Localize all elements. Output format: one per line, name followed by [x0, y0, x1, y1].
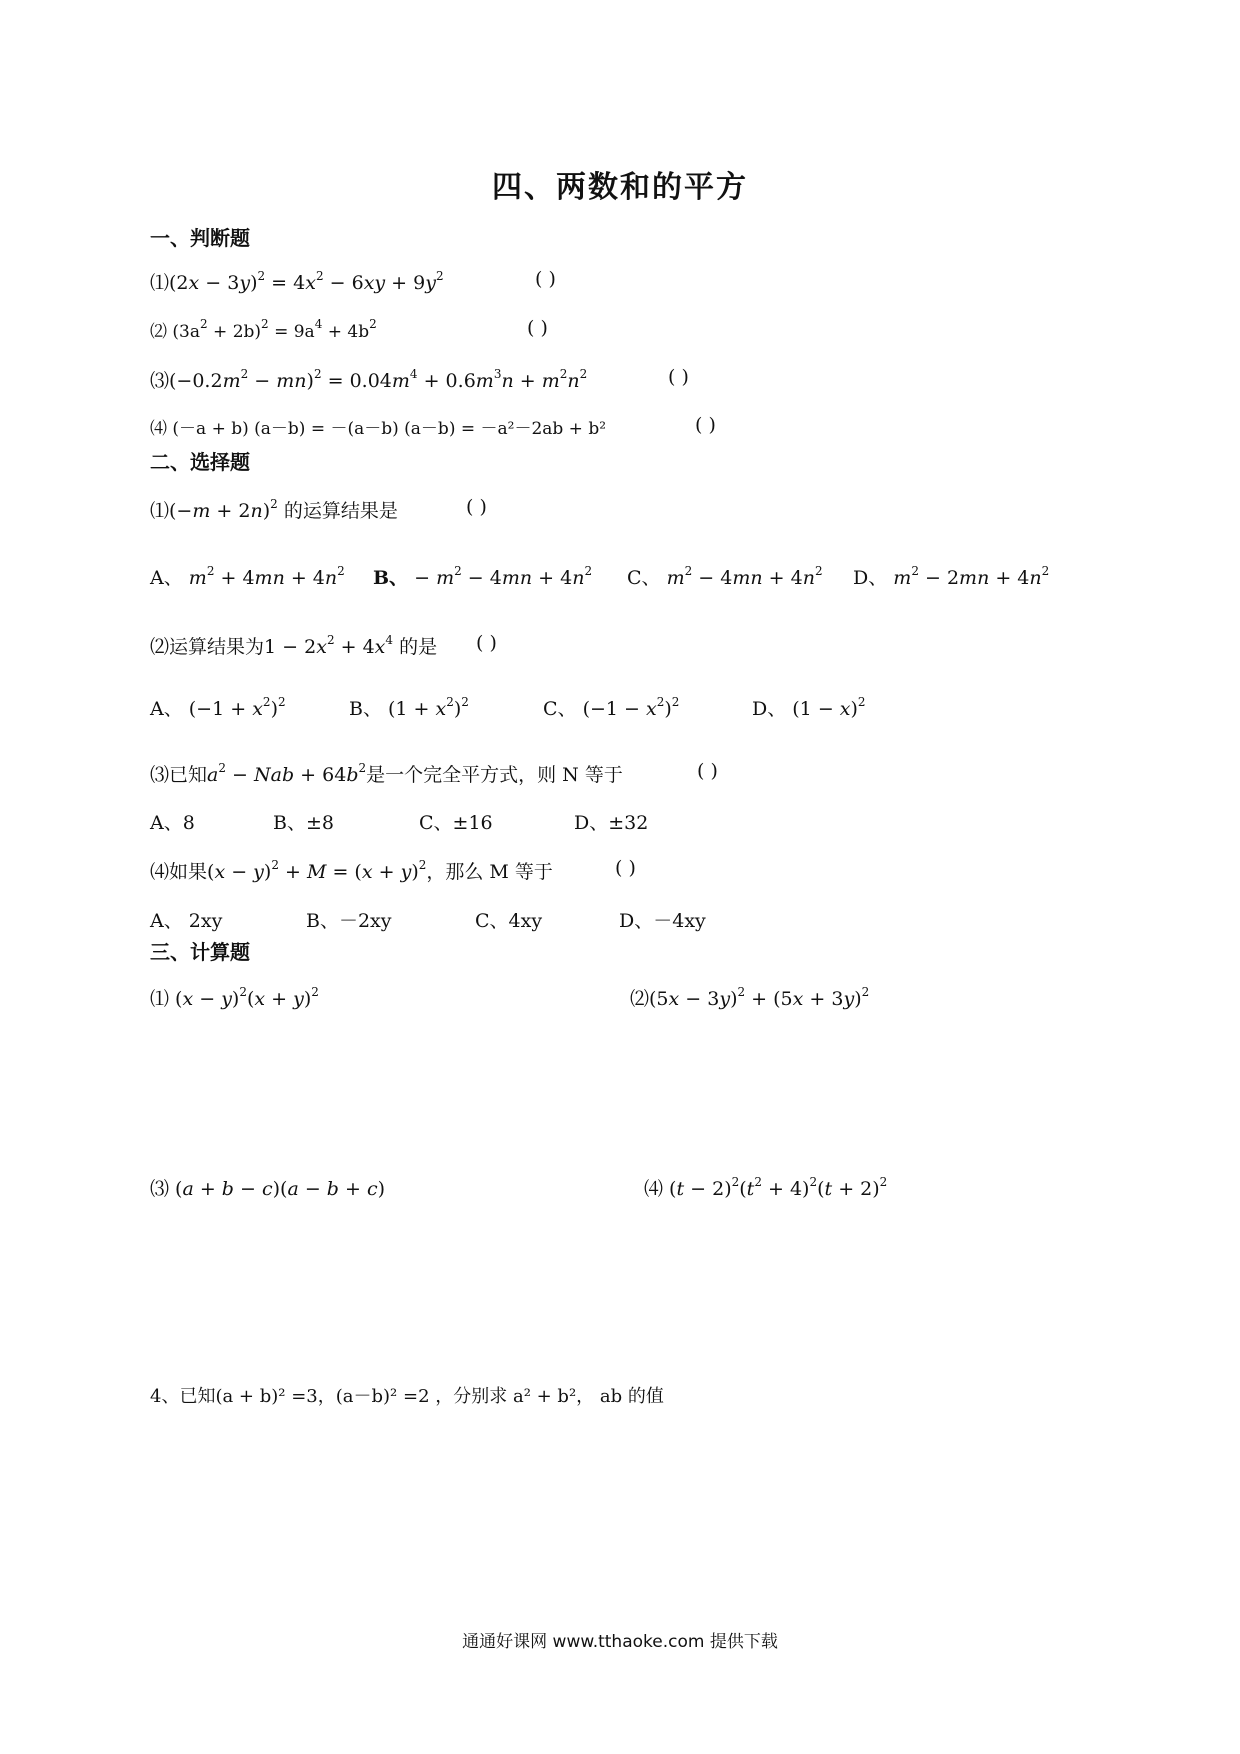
answer-blank: ( ) [535, 268, 556, 290]
section-heading-choice: 二、选择题 [150, 450, 250, 474]
question-text: 的运算结果是 [283, 500, 398, 522]
item-number: ⑵ [150, 636, 170, 658]
question-text: 如果 [169, 861, 208, 883]
answer-blank: ( ) [527, 317, 548, 339]
choice-option-b: B、±8 [273, 812, 334, 834]
answer-blank: ( ) [466, 496, 487, 518]
item-number: ⑶ [150, 370, 170, 392]
answer-blank: ( ) [615, 857, 636, 879]
choice-option-a: A、 2xy [150, 910, 223, 932]
choice-option-d: D、 $(1 - x)^2$ [752, 695, 866, 720]
question-text: 已知 [169, 764, 208, 786]
expression: $a^2$ − Nab + $64b^2$ [207, 761, 367, 786]
item-number: ⑷ [150, 861, 170, 883]
footer-text: 通通好课网 www.tthaoke.com 提供下载 [462, 1632, 778, 1652]
choice-question-2 [150, 632, 437, 659]
item-number: ⑴ [150, 272, 170, 294]
option-a-label: A、 [150, 567, 183, 589]
item-number: ⑶ [150, 764, 170, 786]
equation: $(-0.2m^2 - mn)^2 = 0.04m^4 + 0.6m^3n + m^2n^2$ [169, 367, 588, 392]
answer-blank: ( ) [668, 366, 689, 388]
option-b-label: B、 [373, 567, 409, 589]
question-text: 的是 [399, 636, 438, 658]
choice-question-3 [150, 760, 623, 787]
option-c-label: C、 [627, 567, 661, 589]
choice-option-c: C、±16 [419, 812, 493, 834]
choice-option-c: C、4xy [475, 910, 543, 932]
judgement-item-3 [150, 366, 587, 393]
calc-item-2: ⑵(5x − $3y)^2 + (5x + 3y)^2$ [630, 985, 870, 1010]
page-title: 四、两数和的平方 [492, 170, 748, 205]
option-d-label: D、 [752, 698, 787, 720]
choice-option-b: B、 − $m^2 - 4mn + 4n^2$ [373, 564, 593, 589]
choice-option-c: C、 $m^2 - 4mn + 4n^2$ [627, 564, 823, 589]
answer-blank: ( ) [476, 632, 497, 654]
question-text: 是一个完全平方式，则 N 等于 [366, 764, 623, 786]
option-d-label: D、 [853, 567, 888, 589]
equation: $(3a^2 + 2b)^2 = 9a^4 + 4b^2$ [172, 317, 377, 342]
choice-question-1 [150, 496, 398, 523]
option-c-label: C、 [543, 698, 577, 720]
choice-options-1: A、 $m^2 + 4mn + 4n^2$ [150, 564, 345, 589]
choice-option-d: D、±32 [574, 812, 649, 834]
choice-option-a: A、 $(-1 + x^2)^2$ [150, 695, 286, 720]
item-number: ⑷ [150, 419, 167, 439]
section-heading-judgement: 一、判断题 [150, 226, 250, 250]
choice-option-b: B、－2xy [306, 910, 392, 932]
choice-option-c: C、 $(-1 - x^2)^2$ [543, 695, 680, 720]
question-text: 运算结果为 [169, 636, 265, 658]
choice-option-a: A、8 [150, 812, 195, 834]
item-number: ⑵ [630, 988, 650, 1010]
item-number: ⑵ [150, 322, 167, 342]
item-number: ⑶ [150, 1178, 170, 1200]
option-b-label: B、 [349, 698, 382, 720]
calc-item-1: ⑴ $(x - y)^2(x + y)^2$ [150, 985, 319, 1010]
calc-question-4: 4、已知(a + b)² =3，(a－b)² =2 ，分别求 a² + b²， ab 的值 [150, 1386, 664, 1407]
option-a-label: A、 [150, 698, 183, 720]
answer-blank: ( ) [697, 760, 718, 782]
judgement-item-4 [150, 414, 606, 439]
calc-item-4: ⑷ $(t - 2)^2(t^2 + 4)^2(t + 2)^2$ [644, 1175, 888, 1200]
item-number: ⑴ [150, 500, 170, 522]
judgement-item-1 [150, 268, 444, 295]
choice-option-d: D、－4xy [619, 910, 706, 932]
expression: $(-m + 2n)^2$ [169, 497, 278, 522]
judgement-item-2 [150, 317, 377, 342]
answer-blank: ( ) [695, 414, 716, 436]
section-heading-calculation: 三、计算题 [150, 940, 250, 964]
equation: (－a + b) (a－b) = －(a－b) (a－b) = －a²－2ab + b² [172, 419, 607, 439]
item-number: ⑷ [644, 1178, 664, 1200]
choice-question-4 [150, 857, 553, 884]
choice-option-b: B、 $(1 + x^2)^2$ [349, 695, 469, 720]
question-text: ，那么 M 等于 [426, 861, 553, 883]
item-number: ⑴ [150, 988, 170, 1010]
equation: $(2x - 3y)^2 = 4x^2 - 6xy + 9y^2$ [169, 269, 444, 294]
expression: $(x - y)^2 + M = (x + y)^2$ [207, 858, 427, 883]
calc-item-3: ⑶ (a + b − c)(a − b + c) [150, 1178, 386, 1200]
choice-option-d: D、 $m^2 - 2mn + 4n^2$ [853, 564, 1050, 589]
expression: $1 - 2x^2 + 4x^4$ [264, 633, 394, 658]
